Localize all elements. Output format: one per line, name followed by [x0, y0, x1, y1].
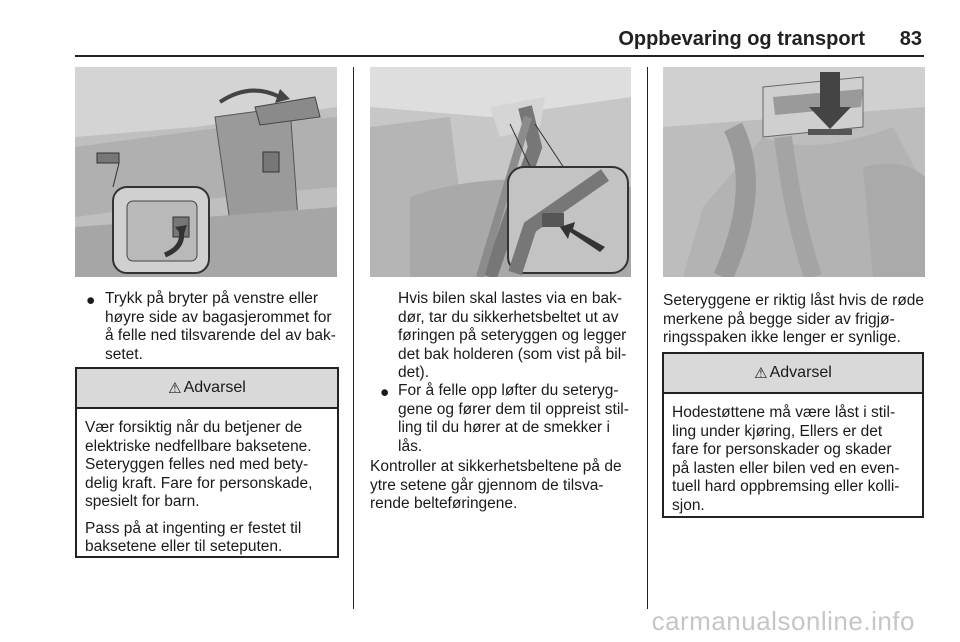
- text-line: Kontroller at sikkerhetsbeltene på de: [370, 458, 622, 475]
- text-line: føringen på seteryggen og legger: [398, 327, 627, 344]
- text-line: ytre setene går gjennom de tilsva-: [370, 476, 604, 494]
- text-line: Vær forsiktig når du betjener de: [85, 419, 303, 436]
- text-line: ling til du hører at de smekker i: [398, 419, 610, 436]
- text-line: på lasten eller bilen ved en even-: [672, 459, 900, 477]
- warning-body: [77, 409, 337, 573]
- page-number: 83: [899, 28, 922, 50]
- text-line: tuell hard oppbremsing eller kolli-: [672, 478, 900, 495]
- text-line: å felle ned tilsvarende del av bak-: [105, 327, 336, 344]
- text-line: det).: [398, 364, 430, 381]
- text-line: det bak holderen (som vist på bil-: [398, 345, 627, 363]
- text-line: lås.: [398, 437, 423, 455]
- warning-header: [664, 354, 922, 394]
- text-line: Hvis bilen skal lastes via en bak-: [398, 290, 622, 307]
- header-rule: [75, 55, 924, 57]
- body-paragraph: [663, 292, 933, 348]
- bullet-dot-icon: ●: [86, 292, 96, 309]
- text-line: spesielt for barn.: [85, 493, 200, 510]
- text-line: Hodestøttene må være låst i stil-: [672, 404, 896, 421]
- text-line: Trykk på bryter på venstre eller: [105, 290, 319, 307]
- illustration-rear-seat-switch: [75, 67, 337, 277]
- warning-box: [75, 367, 339, 558]
- column-divider: [647, 67, 648, 609]
- text-line: baksetene eller til seteputen.: [85, 538, 283, 555]
- page-title: Oppbevaring og transport: [618, 28, 865, 50]
- warning-body: [664, 394, 922, 523]
- text-line: elektriske nedfellbare baksetene.: [85, 437, 312, 455]
- text-line: gene og fører dem til oppreist stil-: [398, 400, 629, 418]
- illustration-seat-belt-holder: [370, 67, 631, 277]
- text-line: rende belteføringene.: [370, 495, 518, 512]
- bullet-paragraph: [105, 290, 345, 364]
- warning-header: [77, 369, 337, 409]
- text-line: For å felle opp løfter du seteryg-: [398, 382, 619, 399]
- text-line: merkene på begge sider av frigjø-: [663, 310, 895, 328]
- bullet-dot-icon: ●: [380, 384, 390, 401]
- warning-box: [662, 352, 924, 518]
- text-line: Seteryggene er riktig låst hvis de røde: [663, 292, 925, 309]
- body-paragraph: [370, 458, 645, 514]
- text-line: Pass på at ingenting er festet til: [85, 519, 302, 537]
- warning-title: Advarsel: [769, 364, 832, 381]
- text-line: delig kraft. Fare for personskade,: [85, 474, 313, 492]
- text-line: sjon.: [672, 496, 705, 514]
- bullet-paragraph: [398, 382, 643, 456]
- warning-title: Advarsel: [183, 379, 246, 396]
- text-line: dør, tar du sikkerhetsbeltet ut av: [398, 308, 619, 326]
- illustration-headrest-lock: [663, 67, 925, 277]
- text-line: setet.: [105, 345, 143, 363]
- warning-triangle-icon: ⚠: [168, 380, 182, 397]
- text-line: fare for personskader og skader: [672, 441, 892, 458]
- warning-paragraph: [85, 419, 329, 512]
- text-line: høyre side av bagasjerommet for: [105, 308, 332, 326]
- intro-paragraph: [398, 290, 643, 383]
- column-divider: [353, 67, 354, 609]
- warning-triangle-icon: ⚠: [754, 365, 768, 382]
- text-line: Seteryggen felles ned med bety-: [85, 456, 309, 473]
- text-line: ling under kjøring, Ellers er det: [672, 422, 883, 440]
- text-line: ringsspaken ikke lenger er synlige.: [663, 329, 901, 346]
- warning-paragraph: [85, 520, 329, 557]
- watermark: carmanualsonline.info: [651, 606, 915, 636]
